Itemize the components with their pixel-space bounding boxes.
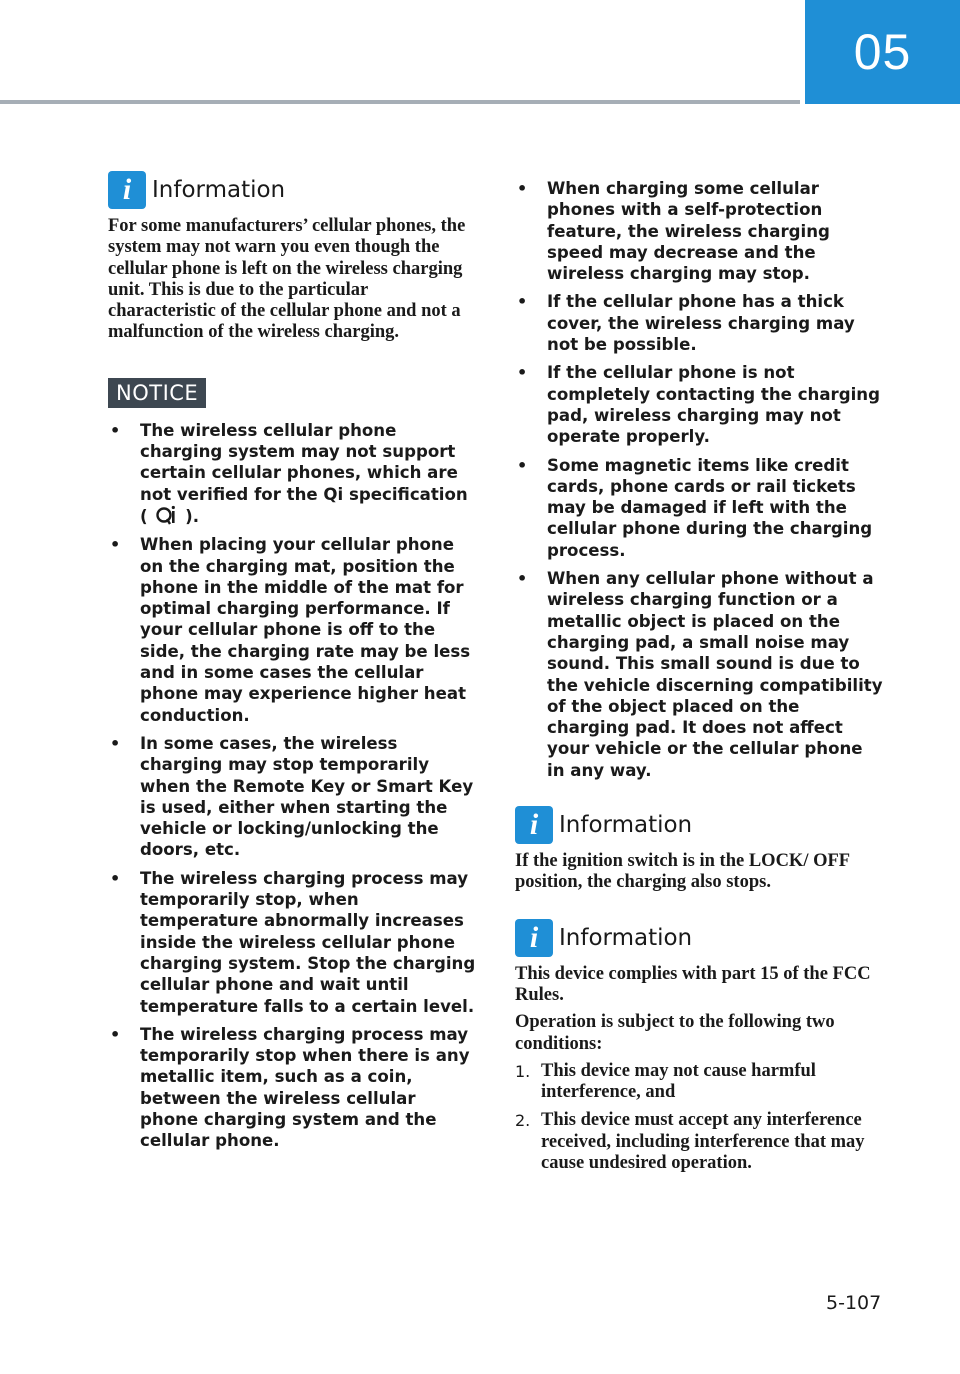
list-item-text: The wireless charging process may temporarily stop when there is any metallic item, such as a coin, between the wireless cellular phone charging system and the cellular phone. (140, 1024, 470, 1151)
list-item (515, 1061, 885, 1104)
header-rule (0, 100, 800, 104)
chapter-tab (805, 0, 960, 104)
info-text: Operation is subject to the following two conditions: (515, 1012, 835, 1054)
info-title: Information (152, 177, 286, 203)
info-icon: i (515, 806, 553, 844)
notice-badge: NOTICE (108, 378, 206, 408)
list-item: • When placing your cellular phone on the charging mat, position the phone in the middle of the mat for optimal charging performance. If your cellular phone is off to the side, the charging rate may be less and in some cases the cellular phone may experience higher heat conduction. (110, 535, 471, 725)
info-heading (108, 170, 478, 210)
info-icon: i (108, 171, 146, 209)
right-column (515, 178, 885, 1181)
list-item: • In some cases, the wireless charging may stop temporarily when the Remote Key or Smart Key is used, either when starting the vehicle or locking/unlocking the doors, etc. (110, 733, 474, 860)
list-item-text: The wireless cellular phone charging system may not support certain cellular phones, which are not verified for the Qi specification ( (140, 420, 468, 526)
notice-list (108, 420, 478, 1152)
info-title: Information (559, 924, 693, 951)
left-column (108, 170, 478, 1159)
info-text: This device complies with part 15 of the FCC Rules. (515, 963, 871, 1005)
info-title: Information (559, 812, 693, 839)
info-text: If the ignition switch is in the LOCK/ OFF position, the charging also stops. (515, 851, 850, 893)
list-item-text: The wireless charging process may temporarily stop, when temperature abnormally increases inside the wireless cellular phone charging system. Stop the charging cellular phone and wait until temperature falls to a certain level. (140, 868, 476, 1016)
info-block-3 (515, 918, 885, 1175)
list-item: • When charging some cellular phones with a self-protection feature, the wireless charging speed may decrease and the wireless charging may stop. (517, 179, 830, 284)
list-item-number: 1. (515, 1061, 531, 1081)
info-text: For some manufacturers’ cellular phones, the system may not warn you even though the cellular phone is left on the wireless charging unit. This is due to the particular characteristic of the cellular phone and not a malfunction of the wireless charging. (108, 216, 466, 343)
qi-logo-icon (153, 505, 179, 525)
list-item: • If the cellular phone is not completely contacting the charging pad, wireless charging may not operate properly. (517, 363, 880, 447)
info-block-2 (515, 805, 885, 894)
conditions-list (515, 1061, 885, 1174)
list-item (515, 1110, 885, 1174)
list-item-number: 2. (515, 1111, 531, 1131)
list-item-text: When any cellular phone without a wireless charging function or a metallic object is placed on the charging pad, a small noise may sound. This small sound is due to the vehicle discerning compatibility of the object placed on the charging pad. It does not affect your vehicle or the cellular phone in any way. (547, 569, 883, 780)
info-block-1 (108, 170, 478, 344)
list-item-text: This device must accept any interference received, including interference that may cause undesired operation. (541, 1110, 865, 1173)
list-item-text: When charging some cellular phones with a self-protection feature, the wireless charging speed may decrease and the wireless charging may stop. (547, 179, 830, 284)
list-item: • If the cellular phone has a thick cover, the wireless charging may not be possible. (517, 292, 855, 355)
info-icon: i (515, 919, 553, 957)
list-item-text: In some cases, the wireless charging may stop temporarily when the Remote Key or Smart Key is used, either when starting the vehicle or locking/unlocking the doors, etc. (140, 733, 474, 860)
list-item-suffix: ). (185, 506, 200, 526)
notice-list-continued (515, 178, 885, 781)
page-number: 5-107 (826, 1292, 882, 1314)
info-heading (515, 918, 885, 958)
list-item-text: If the cellular phone is not completely contacting the charging pad, wireless charging may not operate properly. (547, 363, 880, 447)
info-heading (515, 805, 885, 845)
list-item: • The wireless cellular phone charging system may not support certain cellular phones, which are not verified for the Qi specification ( ). (110, 420, 468, 526)
list-item-text: This device may not cause harmful interference, and (541, 1060, 816, 1103)
list-item-text: Some magnetic items like credit cards, phone cards or rail tickets may be damaged if left with the cellular phone during the charging process. (547, 455, 873, 560)
list-item-text: If the cellular phone has a thick cover, the wireless charging may not be possible. (547, 292, 855, 355)
chapter-number: 05 (853, 24, 912, 80)
list-item: • When any cellular phone without a wireless charging function or a metallic object is placed on the charging pad, a small noise may sound. This small sound is due to the vehicle discerning compatibility of the object placed on the charging pad. It does not affect your vehicle or the cellular phone in any way. (517, 569, 883, 780)
list-item: • The wireless charging process may temporarily stop, when temperature abnormally increases inside the wireless cellular phone charging system. Stop the charging cellular phone and wait until temperature falls to a certain level. (110, 868, 476, 1016)
list-item-text: When placing your cellular phone on the charging mat, position the phone in the middle of the mat for optimal charging performance. If your cellular phone is off to the side, the charging rate may be less and in some cases the cellular phone may experience higher heat conduction. (140, 535, 471, 725)
list-item: • Some magnetic items like credit cards, phone cards or rail tickets may be damaged if left with the cellular phone during the charging process. (517, 455, 873, 560)
list-item: • The wireless charging process may temporarily stop when there is any metallic item, such as a coin, between the wireless cellular phone charging system and the cellular phone. (110, 1024, 470, 1151)
